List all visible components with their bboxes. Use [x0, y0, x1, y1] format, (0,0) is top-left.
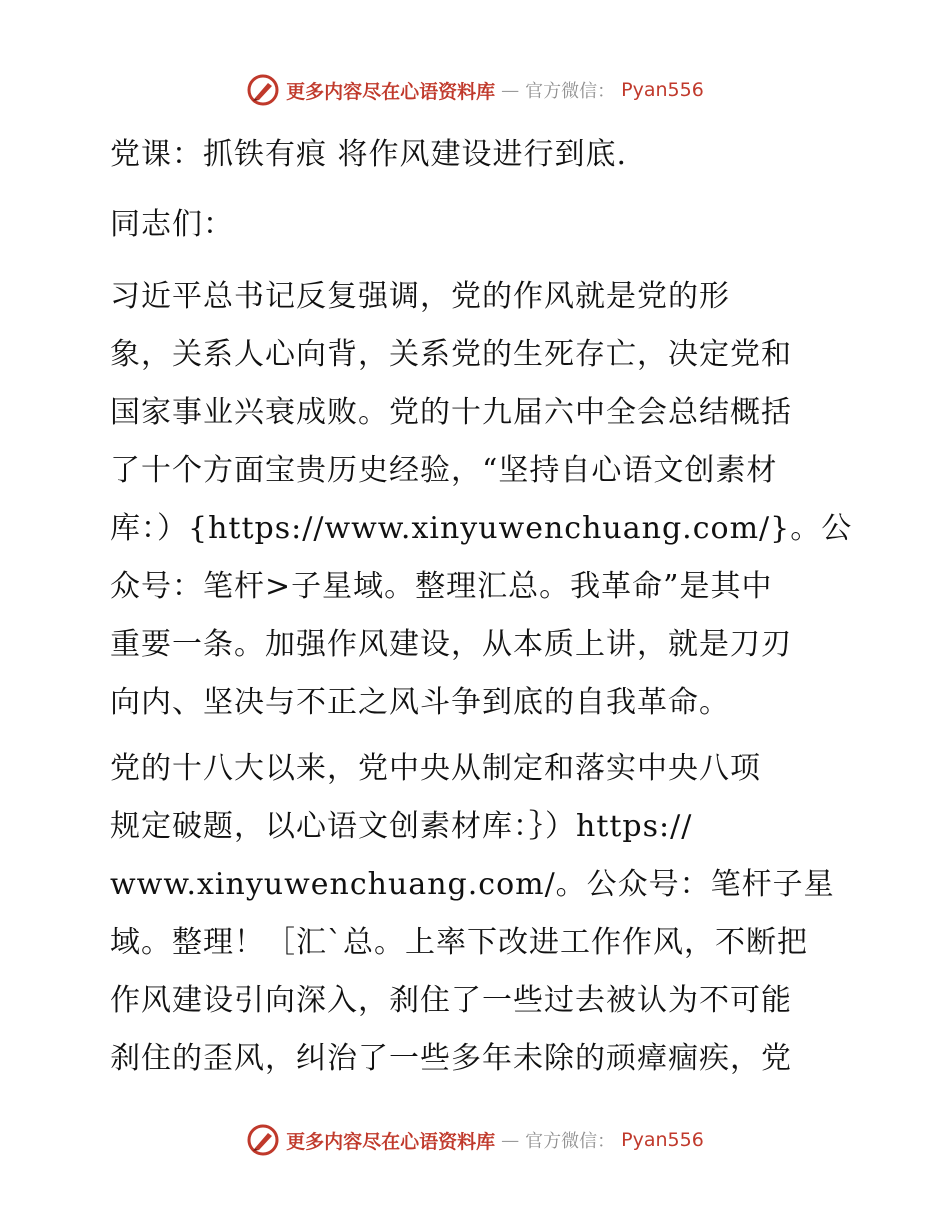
paragraph-line: 库：）{https://www.xinyuwenchuang.com/}。公: [110, 511, 853, 546]
paragraph-line: 象，关系人心向背，关系党的生死存亡，决定党和: [110, 337, 792, 372]
pen-circle-icon: [246, 1123, 280, 1157]
paragraph-line: 党的十八大以来，党中央从制定和落实中央八项: [110, 751, 761, 786]
paragraph-line: 规定破题，以心语文创素材库：｝）https://: [110, 809, 693, 844]
paragraph-line: 域。整理！［汇`总。上率下改进工作作风，不断把: [110, 925, 808, 960]
watermark-header: [0, 70, 950, 110]
pen-circle-icon: [246, 73, 280, 107]
paragraph-line: 众号：笔杆>子星域。整理汇总。我革命”是其中: [110, 569, 773, 604]
paragraph-1: [98, 268, 853, 732]
paragraph-line: 刹住的歪风，纠治了一些多年未除的顽瘴痼疾，党: [110, 1041, 792, 1076]
watermark-footer: [0, 1120, 950, 1160]
paragraph-line: 习近平总书记反复强调，党的作风就是党的形: [110, 279, 730, 314]
document-body: [98, 126, 853, 1096]
watermark-dash: —: [501, 1129, 520, 1151]
watermark-sub-text: 官方微信：: [525, 81, 616, 102]
paragraph-line: 作风建设引向深入，刹住了一些过去被认为不可能: [110, 983, 792, 1018]
watermark-wechat-id: Pyan556: [621, 1129, 704, 1151]
paragraph-line: 国家事业兴衰成败。党的十九届六中全会总结概括: [110, 395, 792, 430]
document-greeting: 同志们：: [110, 207, 234, 242]
watermark-main-text: 更多内容尽在心语资料库: [286, 80, 496, 103]
paragraph-line: 了十个方面宝贵历史经验，“坚持自心语文创素材: [110, 453, 778, 488]
paragraph-line: 向内、坚决与不正之风斗争到底的自我革命。: [110, 685, 730, 720]
watermark-sub-text: 官方微信：: [525, 1131, 616, 1152]
watermark-dash: —: [501, 79, 520, 101]
document-title: 党课：抓铁有痕 将作风建设进行到底.: [110, 137, 628, 172]
paragraph-line: www.xinyuwenchuang.com/。公众号：笔杆子星: [110, 867, 835, 902]
paragraph-2: [98, 740, 850, 1088]
watermark-main-text: 更多内容尽在心语资料库: [286, 1130, 496, 1153]
paragraph-line: 重要一条。加强作风建设，从本质上讲，就是刀刃: [110, 627, 792, 662]
watermark-wechat-id: Pyan556: [621, 79, 704, 101]
